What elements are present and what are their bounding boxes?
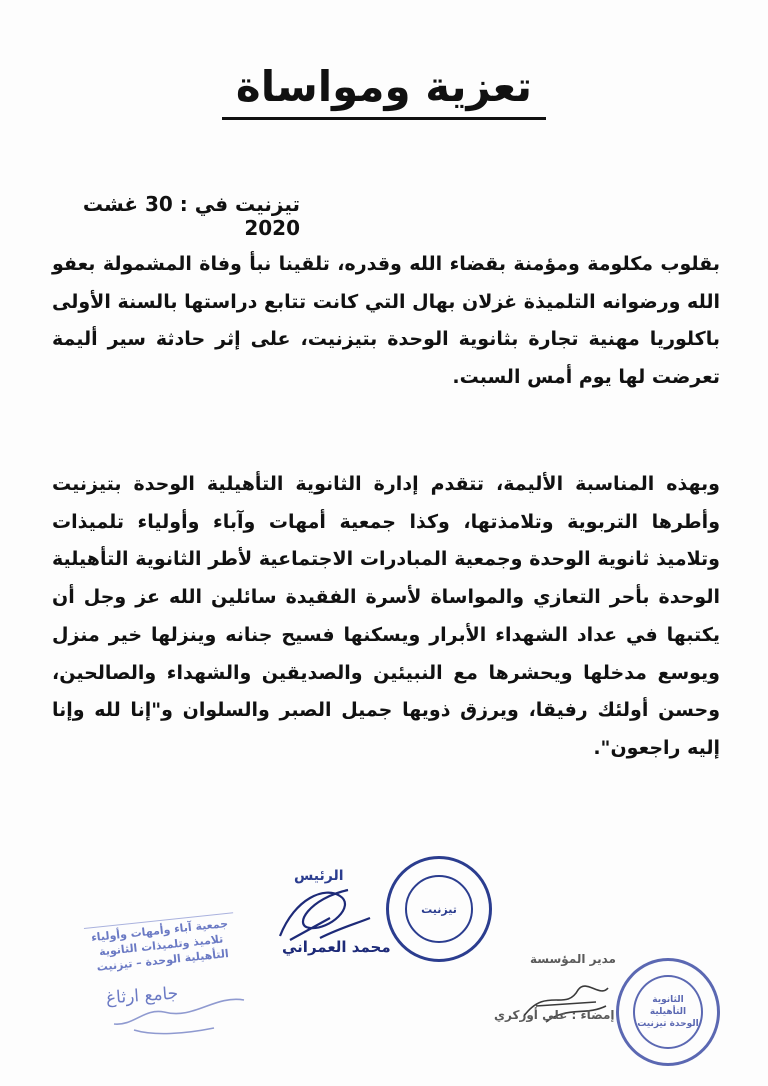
school-stamp-center: الثانوية التأهيلية الوحدة تيزنيت: [633, 975, 703, 1049]
president-name: محمد العمراني: [282, 938, 391, 956]
president-title: الرئيس: [294, 868, 344, 884]
school-stamp: [616, 958, 720, 1066]
director-title: مدير المؤسسة: [530, 952, 616, 966]
paragraph-condolence-intro: بقلوب مكلومة ومؤمنة بقضاء الله وقدره، تلقينا نبأ وفاة المشمولة بعفو الله ورضوانه التلميذة غزلان بهال التي كانت تتابع دراستها بالسنة الأولى باكلوريا مهنية تجارة بثانوية الوحدة بتيزنيت، على إثر حادثة سير أليمة تعرضت لها يوم أمس السبت.: [52, 253, 720, 389]
director-name: إمضاء : علي أوزكري: [494, 1008, 615, 1022]
president-stamp: [386, 856, 492, 962]
document-title-text: تعزية ومواساة: [222, 62, 546, 120]
paragraph-condolence-body: وبهذه المناسبة الأليمة، تتقدم إدارة الثانوية التأهيلية الوحدة بتيزنيت وأطرها التربوية وتلامذتها، وكذا جمعية أمهات وآباء وأولياء تلميذات وتلاميذ ثانوية الوحدة وجمعية المبادرات الاجتماعية لأطر الثانوية التأهيلية الوحدة بأحر التعازي والمواساة لأسرة الفقيدة سائلين الله عز وجل أن يكتبها في عداد الشهداء الأبرار ويسكنها فسيح جنانه وينزلها خير منزل ويوسع مدخلها ويحشرها مع النبيئين والصديقين والشهداء والصالحين، وحسن أولئك رفيقا، ويرزق ذويها جميل الصبر والسلوان و"إنا لله وإنا إليه راجعون".: [52, 473, 720, 759]
parents-association-stamp: جمعية آباء وأمهات وأولياء تلاميذ وتلميذات الثانوية التأهيلية الوحدة – تيزنيت: [84, 912, 238, 975]
document-title: [0, 62, 768, 120]
association-signature-scribble: [94, 990, 254, 1040]
president-stamp-center: تيزنيت: [405, 875, 473, 943]
association-signature: جامع ارثاغ: [105, 983, 179, 1009]
date-line: تيزنيت في : 30 غشت 2020: [82, 192, 300, 240]
